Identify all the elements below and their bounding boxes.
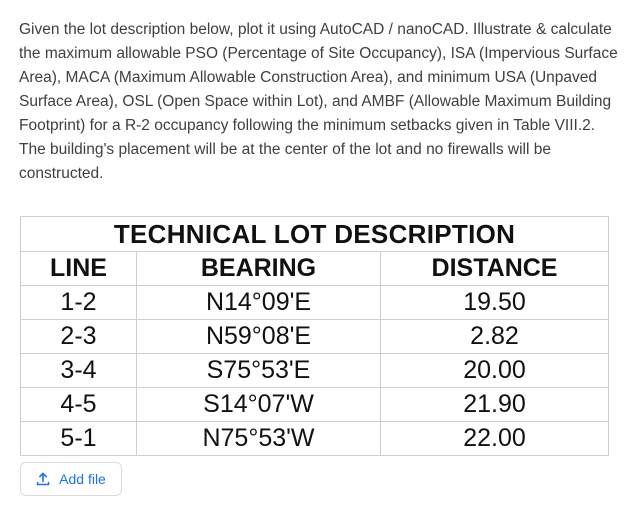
bearing-cell: S75°53'E — [137, 354, 381, 388]
table-row — [21, 422, 609, 456]
line-cell: 2-3 — [21, 320, 137, 354]
bearing-cell: N14°09'E — [137, 286, 381, 320]
distance-cell: 20.00 — [381, 354, 609, 388]
add-file-label: Add file — [59, 471, 106, 487]
column-header-line: LINE — [21, 252, 137, 286]
line-cell: 4-5 — [21, 388, 137, 422]
distance-cell: 2.82 — [381, 320, 609, 354]
table-row — [21, 320, 609, 354]
line-cell: 1-2 — [21, 286, 137, 320]
distance-cell: 19.50 — [381, 286, 609, 320]
table-title-row — [21, 217, 609, 252]
distance-cell: 22.00 — [381, 422, 609, 456]
column-header-distance: DISTANCE — [381, 252, 609, 286]
lot-description-table — [20, 216, 609, 456]
line-cell: 3-4 — [21, 354, 137, 388]
table-row — [21, 388, 609, 422]
table-title: TECHNICAL LOT DESCRIPTION — [21, 217, 609, 252]
bearing-cell: N75°53'W — [137, 422, 381, 456]
bearing-cell: S14°07'W — [137, 388, 381, 422]
table-header-row — [21, 252, 609, 286]
table-row — [21, 286, 609, 320]
column-header-bearing: BEARING — [137, 252, 381, 286]
table-row — [21, 354, 609, 388]
upload-icon — [36, 472, 50, 486]
question-text: Given the lot description below, plot it using AutoCAD / nanoCAD. Illustrate & calculate the maximum allowable PSO (Percentage of Site Occupancy), ISA (Impervious Surface Area), MACA (Maximum Allowable Construction Area), and minimum USA (Unpaved Surface Area), OSL (Open Space within Lot), and AMBF (Allowable Maximum Building Footprint) for a R-2 occupancy following the minimum setbacks given in Table VIII.2. The building's placement will be at the center of the lot and no firewalls will be constructed. — [19, 21, 618, 182]
distance-cell: 21.90 — [381, 388, 609, 422]
add-file-button[interactable] — [20, 462, 122, 496]
bearing-cell: N59°08'E — [137, 320, 381, 354]
line-cell: 5-1 — [21, 422, 137, 456]
